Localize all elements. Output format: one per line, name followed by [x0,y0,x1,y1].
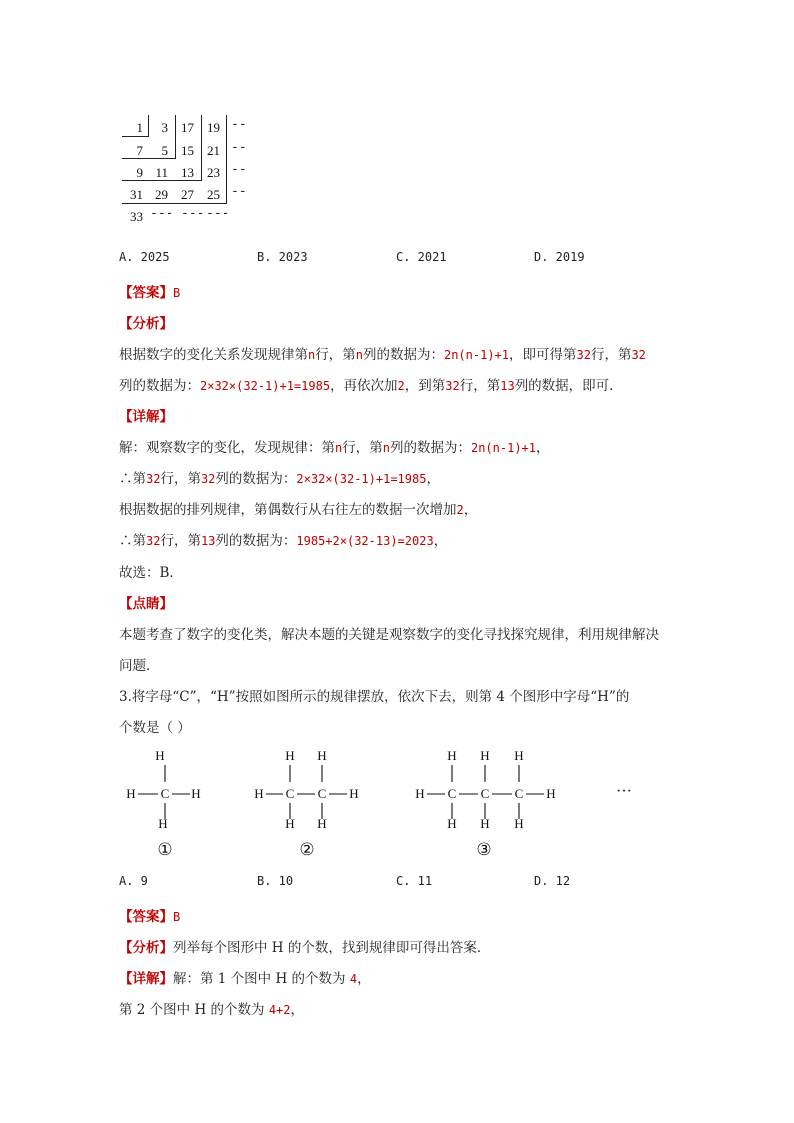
text: ，再依次加 [330,378,398,394]
atom-h: H [415,786,425,801]
math: 2×32×(32-1)+1=1985 [200,379,331,393]
math: 13 [500,379,515,393]
atom-c: C [317,786,327,801]
atom-h: H [155,748,165,763]
grid-cell: --- [150,206,174,221]
atom-c: C [514,786,524,801]
detail-line-2 [119,467,440,487]
question-3-stem-2 [119,716,191,736]
grid-cell: 23 [207,165,220,180]
option-c: C. 11 [396,874,433,888]
grid-cell: 19 [207,120,220,135]
atom-c: C [447,786,457,801]
text: ， [357,971,371,987]
math: 32 [631,348,646,362]
answer-line [119,281,180,301]
detail-line-3 [119,498,477,518]
option-a: A. 2025 [119,250,170,264]
grid-cell: 13 [181,165,194,180]
grid-rule [175,115,176,159]
grid-rule [148,115,149,137]
grid-rule [122,203,226,204]
option-b: B. 2023 [257,250,308,264]
text: ， [463,502,478,518]
answer-value: B [173,286,181,300]
grid-cell: --- [181,206,205,221]
molecule-3 [415,748,555,859]
text: 行，第 [315,347,356,363]
math: 32 [146,534,161,548]
text: 列的数据为： [362,347,444,363]
math: 2n(n-1)+1 [470,441,536,455]
text: 行，第 [590,347,632,363]
detail-line-1 [119,967,371,987]
math: n [355,348,363,362]
comment-tag-line [119,592,173,612]
text: 行，第 [459,378,501,394]
grid-rule [226,115,227,204]
math: 32 [146,472,161,486]
text: 解：观察数字的变化，发现规律：第 [119,440,335,456]
grid-cell: 27 [181,187,194,202]
text: 列的数据为： [389,440,471,456]
atom-h: H [285,816,295,831]
atom-h: H [317,748,327,763]
grid-cell: 1 [136,120,143,135]
text: 3.将字母“C”，“H”按照如图所示的规律摆放，依次下去，则第 4 个图形中字母“H”的 [119,689,630,705]
text: 根据数据的排列规律，第偶数行从右往左的数据一次增加 [119,502,457,518]
detail-line-1 [119,436,550,456]
analysis-line [119,936,490,956]
grid-cell: 11 [155,165,168,180]
comment-tag: 【点睛】 [119,596,173,612]
option-d: D. 12 [534,874,571,888]
grid-cell: -- [231,140,247,155]
atom-h: H [349,786,359,801]
detail-tag: 【详解】 [119,409,173,425]
text: 第 2 个图中 H 的个数为 [119,1002,269,1018]
number-grid [0,0,300,230]
math: 2 [397,379,405,393]
text: 故选：B． [119,565,183,581]
text: 根据数字的变化关系发现规律第 [119,347,308,363]
analysis-tag-line [119,312,173,332]
figure-label-1: ① [157,840,173,859]
grid-cell: 21 [207,143,220,158]
question-3-stem-1 [119,685,629,705]
grid-cell: 31 [130,187,143,202]
molecule-2 [254,748,358,859]
option-a: A. 9 [119,874,148,888]
atom-h: H [514,816,524,831]
atom-h: H [546,786,556,801]
atom-h: H [447,816,457,831]
text: ，即可得第 [509,347,577,363]
analysis-tag: 【分析】 [119,316,173,332]
grid-cell: 9 [136,165,143,180]
hydrocarbon-figure [0,740,794,865]
math: 32 [576,348,591,362]
math: 2n(n-1)+1 [443,348,509,362]
text: 个数是（ ） [119,720,191,736]
math: 32 [445,379,460,393]
answer-tag: 【答案】 [119,909,173,925]
atom-c: C [285,786,295,801]
text: ，到第 [404,378,446,394]
analysis-tag: 【分析】 [119,940,173,956]
grid-cell: 7 [136,143,143,158]
grid-rule [122,158,175,159]
atom-h: H [285,748,295,763]
grid-rule [122,136,148,137]
comment-line-2 [119,654,160,674]
text: 列的数据为： [215,471,297,487]
math: 32 [200,472,216,486]
answer-value: B [173,910,181,924]
text: 行，第 [160,471,201,487]
detail-tag-line [119,405,173,425]
detail-line-2 [119,998,304,1018]
text: 本题考查了数字的变化类，解决本题的关键是观察数字的变化寻找探究规律，利用规律解决 [119,627,659,643]
text: 列的数据为： [119,378,200,394]
text: 行，第 [160,533,201,549]
option-c: C. 2021 [396,250,447,264]
option-b: B. 10 [257,874,294,888]
text: ， [536,440,550,456]
text: 问题． [119,658,160,674]
atom-h: H [447,748,457,763]
detail-tag: 【详解】 [119,971,173,987]
text: ∴第 [119,533,146,549]
option-d: D. 2019 [534,250,585,264]
grid-cell: 17 [181,120,194,135]
grid-rule [201,115,202,181]
atom-c: C [480,786,490,801]
text: 列举每个图形中 H 的个数，找到规律即可得出答案． [173,940,491,956]
atom-h: H [158,816,168,831]
grid-cell: -- [231,117,247,132]
detail-line-5 [119,561,183,581]
text: 行，第 [342,440,383,456]
analysis-line-1 [119,343,646,363]
math: n [382,441,390,455]
text: ， [433,533,448,549]
grid-cell: -- [231,162,247,177]
text: ， [426,471,440,487]
text: ， [290,1002,305,1018]
grid-cell: 33 [130,209,143,224]
text: ∴第 [119,471,146,487]
answer-tag: 【答案】 [119,285,173,301]
grid-cell: 5 [161,143,168,158]
answer-line [119,905,180,925]
grid-cell: 29 [155,187,168,202]
math: 2 [456,503,464,517]
math: 2×32×(32-1)+1=1985 [296,472,427,486]
math: 4 [349,972,358,986]
atom-h: H [480,816,490,831]
text: 解：第 1 个图中 H 的个数为 [173,971,350,987]
grid-cell: 25 [207,187,220,202]
atom-h: H [514,748,524,763]
atom-h: H [254,786,264,801]
ellipsis: ··· [616,783,632,800]
text: 列的数据，即可． [514,378,623,394]
atom-c: C [160,786,170,801]
analysis-line-2 [119,374,623,394]
math: 4+2 [268,1003,291,1017]
grid-cell: 15 [181,143,194,158]
math: n [335,441,343,455]
atom-h: H [191,786,201,801]
grid-cell: 3 [161,120,168,135]
grid-cell: -- [231,184,247,199]
math: 1985+2×(32-13)=2023 [296,534,434,548]
grid-rule [122,180,201,181]
molecule-1 [126,748,200,859]
figure-label-3: ③ [476,840,492,859]
comment-line-1 [119,623,659,643]
math: 13 [200,534,216,548]
grid-cell: --- [206,206,230,221]
math: n [308,348,316,362]
atom-h: H [480,748,490,763]
text: 列的数据为： [215,533,297,549]
atom-h: H [317,816,327,831]
detail-line-4 [119,529,447,549]
figure-label-2: ② [299,840,315,859]
atom-h: H [126,786,136,801]
